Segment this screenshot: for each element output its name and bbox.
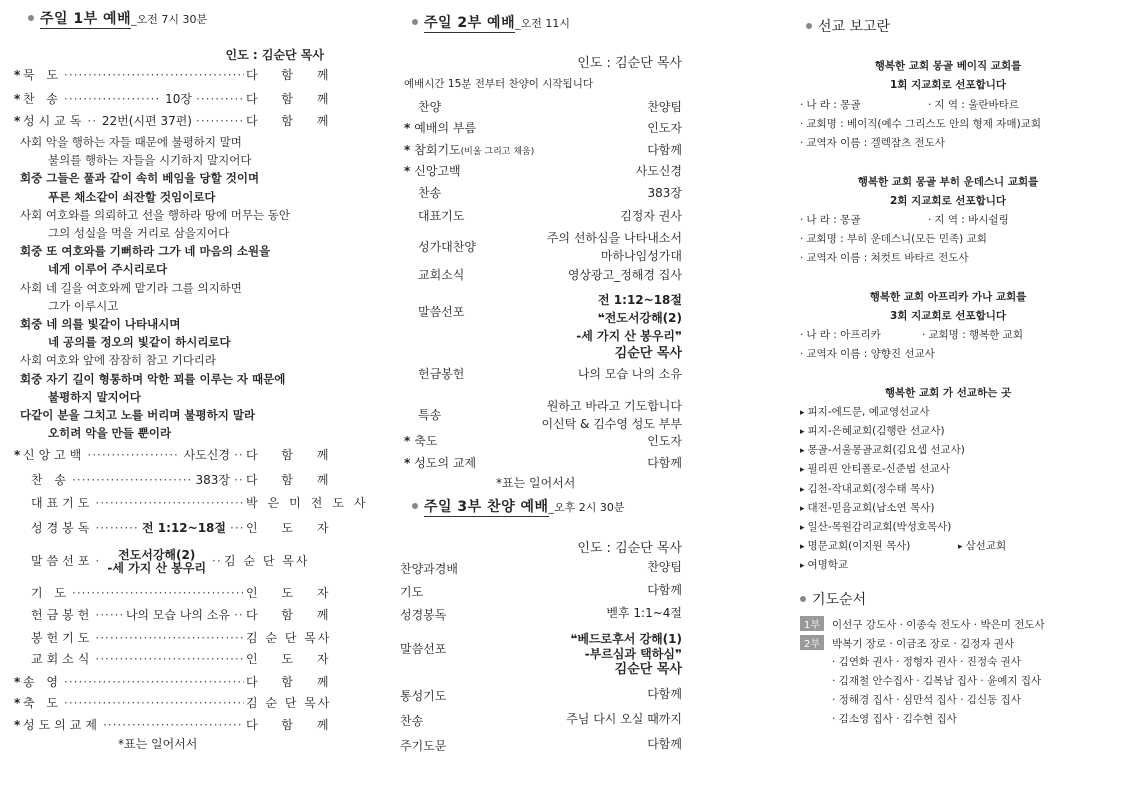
column-mission — [798, 0, 1098, 794]
mission3-church: · 교회명 : 행복한 교회 — [922, 327, 1023, 342]
order-label-text: 특송 — [418, 408, 442, 422]
responsive-line: 회중 그들은 풀과 같이 속히 베임을 당할 것이며 — [20, 171, 260, 186]
order-value: 김정자 권사 — [620, 209, 682, 223]
order-value: 인 도 자 — [246, 586, 339, 600]
order-label: 찬 송 — [31, 473, 70, 487]
supported-item: ▸ 피지-에드문, 예교영선교사 — [800, 404, 930, 419]
order-label-text: 헌금봉헌 — [418, 367, 465, 381]
order-value: 다함께 — [647, 737, 682, 751]
responsive-line: 회중 네 의를 빛같이 나타내시며 — [20, 317, 181, 331]
order-value-3: 김순단 목사 — [614, 662, 682, 677]
order-row — [14, 66, 339, 82]
dot-leader — [87, 448, 179, 462]
star-mark: * — [14, 696, 21, 710]
responsive-line: 네게 이루어 주시리로다 — [48, 262, 168, 277]
supported-item: ▸ 여명학교 — [800, 557, 848, 572]
dot-leader — [234, 448, 244, 462]
prayer-title: 기도순서 — [800, 589, 866, 609]
order-value-block — [647, 737, 682, 752]
order-label: 통성기도 — [400, 689, 447, 703]
order-row — [14, 716, 339, 732]
order-detail: 사도신경 — [183, 448, 230, 462]
prayer-line: · 김연화 권사 · 정형자 권사 · 진정숙 권사 — [832, 656, 1021, 668]
mission1-church: · 교회명 : 베이직(예수 그리스도 안의 형제 자매)교회 — [800, 116, 1041, 131]
order-value-block — [647, 141, 682, 159]
order-value: 벧후 1:1~4절 — [606, 606, 682, 620]
star-mark: * — [14, 68, 21, 82]
mission3-declare: 3회 지교회로 선포합니다 — [889, 310, 1007, 322]
order-label-text: 교회소식 — [418, 268, 465, 282]
mission2-head: 행복한 교회 몽골 부히 운데스니 교회를 — [857, 176, 1039, 188]
order-label — [404, 162, 461, 179]
order-value: 박은미전도사 — [246, 496, 376, 510]
order-value: 다 함 께 — [246, 448, 339, 462]
responsive-line: 네 공의를 정오의 빛같이 하시리로다 — [48, 335, 231, 350]
order-value-block — [578, 365, 682, 383]
order-value-2: 이신탁 & 김수영 성도 부부 — [541, 417, 682, 431]
dot-leader — [230, 521, 244, 535]
mission1-region: · 지 역 : 울란바타르 — [928, 97, 1019, 112]
mission2-church: · 교회명 : 부히 운데스니(모든 민족) 교회 — [800, 231, 987, 246]
supported-item: ▸ 피지-은혜교회(김행란 선교사) — [800, 423, 945, 438]
order-value-block — [636, 162, 682, 180]
order-label: 성도의교제 — [23, 718, 101, 732]
order-value: 찬양팀 — [647, 560, 682, 574]
order-label — [404, 141, 534, 158]
prayer-line: · 김재철 안수집사 · 김복남 집사 · 윤예지 집사 — [832, 675, 1042, 687]
mission1-head: 행복한 교회 몽골 베이직 교회를 — [874, 60, 1022, 72]
order-label-text: 대표기도 — [418, 209, 465, 223]
order-label: 대표기도 — [31, 496, 94, 510]
order-label-text: 예배의 부름 — [414, 121, 477, 135]
mission3-head: 행복한 교회 아프리카 가나 교회를 — [869, 291, 1027, 303]
order-row — [14, 629, 330, 645]
order-label: 찬양과경배 — [400, 562, 458, 576]
dot-leader — [234, 608, 244, 622]
order-label: 묵 도 — [23, 68, 62, 82]
dot-leader — [95, 631, 244, 645]
order-label: 성시교독 — [23, 114, 86, 128]
order-value: 다 함 께 — [246, 114, 339, 128]
order-value: 주님 다시 오실 때까지 — [566, 712, 682, 726]
order-value-block — [647, 583, 682, 598]
dot-leader — [64, 696, 244, 710]
order-label: 말씀선포 — [31, 554, 94, 568]
order-label-text: 축도 — [414, 434, 438, 448]
service-intro-note: 예배시간 15분 전부터 찬양이 시작됩니다 — [404, 78, 593, 90]
order-value-block — [647, 560, 682, 575]
order-row — [14, 494, 376, 510]
order-row — [14, 90, 339, 106]
mission3-country: · 나 라 : 아프리카 — [800, 327, 881, 342]
supported-item: ▸ 몽골-서울몽골교회(김요셉 선교사) — [800, 442, 965, 457]
order-label-note: (비울 그리고 채움) — [460, 147, 535, 157]
order-label: 교회소식 — [31, 652, 94, 666]
order-label-text: 말씀선포 — [418, 305, 465, 319]
supported-head: 행복한 교회 가 선교하는 곳 — [884, 387, 1012, 399]
order-value: 영상광고_정해경 집사 — [567, 268, 682, 282]
responsive-line: 오히려 악을 만들 뿐이라 — [48, 426, 172, 441]
dot-leader — [95, 521, 138, 535]
order-value-block — [620, 207, 682, 225]
standing-note-2: *표는 일어서서 — [496, 476, 576, 490]
order-label: 신앙고백 — [23, 448, 86, 462]
order-label: 봉헌기도 — [31, 631, 94, 645]
order-value: 다 함 께 — [246, 675, 339, 689]
dot-leader — [196, 114, 244, 128]
dot-leader — [64, 68, 244, 82]
mission1-country: · 나 라 : 몽골 — [800, 97, 860, 112]
star-mark: * — [14, 718, 21, 732]
supported-item: ▸ 명문교회(이지원 목사) — [800, 538, 910, 553]
third-service-leader: 인도 : 김순단 목사 — [577, 541, 682, 556]
order-value-block — [566, 712, 682, 727]
mission2-region: · 지 역 : 바시쉴링 — [928, 212, 1009, 227]
order-value: 다 함 께 — [246, 718, 339, 732]
order-label: 기 도 — [31, 586, 70, 600]
order-label-text: 신앙고백 — [414, 164, 461, 178]
bullet-icon — [800, 596, 806, 602]
dot-leader — [95, 554, 101, 568]
column-second-service — [398, 0, 688, 794]
mission2-pastor: · 교역자 이름 : 쳐컷트 바타르 전도사 — [800, 250, 969, 265]
order-label — [404, 454, 476, 471]
order-label-text: 찬송 — [418, 186, 442, 200]
tag-first: 1부 — [800, 616, 824, 631]
order-value: 인 도 자 — [246, 652, 339, 666]
responsive-line: 사회 여호와 앞에 잠잠히 참고 기다리라 — [20, 353, 217, 368]
order-detail: 22번(시편 37편) — [101, 114, 192, 128]
standing-note: *표는 일어서서 — [118, 737, 198, 751]
order-value: 다 함 께 — [246, 92, 339, 106]
order-label-text: 성가대찬양 — [418, 240, 476, 254]
responsive-line: 회중 자기 길이 형통하며 악한 꾀를 이루는 자 때문에 — [20, 371, 286, 386]
order-value: 김 순 단 목사 — [246, 631, 332, 645]
order-row — [14, 606, 339, 622]
dot-leader — [103, 718, 244, 732]
second-service-leader: 인도 : 김순단 목사 — [577, 56, 682, 71]
responsive-line: 그가 이루시고 — [48, 298, 119, 313]
order-value: 383장 — [647, 186, 682, 200]
order-label — [418, 238, 476, 255]
order-label: 찬 송 — [23, 92, 62, 106]
order-value: 전 1:12~18절 — [598, 293, 682, 307]
order-label — [418, 98, 441, 115]
prayer-first-service: 1부 이선구 강도사 · 이종숙 전도사 · 박은미 전도사 — [800, 616, 1045, 632]
order-detail: 나의 모습 나의 소유 — [125, 608, 230, 622]
bullet-icon — [806, 23, 812, 29]
order-value-block — [647, 119, 682, 137]
prayer-line: · 김소영 집사 · 김수현 집사 — [832, 713, 957, 725]
prayer-second-service: 2부 박복기 장로 · 이금조 장로 · 김정자 권사 — [800, 635, 1014, 651]
dot-leader — [95, 608, 121, 622]
star-mark: * — [14, 448, 21, 462]
order-row — [14, 446, 339, 462]
sermon-series: 전도서강해(2) — [118, 548, 196, 562]
mission1-pastor: · 교역자 이름 : 겔렉잠츠 전도사 — [800, 135, 945, 150]
order-row — [14, 471, 339, 487]
responsive-line: 그의 성실을 먹을 거리로 삼을지어다 — [48, 226, 230, 240]
order-value-block — [647, 687, 682, 702]
star-mark: * — [404, 121, 411, 135]
dot-leader — [72, 473, 192, 487]
responsive-line: 푸른 채소같이 쇠잔할 것임이로다 — [48, 189, 216, 204]
dot-leader — [212, 554, 222, 568]
order-row — [14, 673, 339, 689]
star-mark: * — [14, 92, 21, 106]
supported-item: ▸ 일산-목원감리교회(박성호목사) — [800, 519, 951, 534]
order-value-2: -부르심과 택하심❞ — [584, 647, 682, 661]
first-service-title: 주일 1부 예배 _오전 7시 30분 — [28, 8, 207, 29]
dot-leader — [64, 92, 161, 106]
order-value-block — [648, 184, 683, 202]
order-value: 주의 선하심을 나타내소서 — [546, 231, 682, 245]
dot-leader — [95, 652, 244, 666]
order-value-block — [576, 291, 682, 363]
order-row — [14, 650, 339, 666]
dot-leader — [87, 114, 98, 128]
mission2-declare: 2회 지교회로 선포합니다 — [889, 195, 1007, 207]
order-label-text: 참회기도 — [414, 143, 461, 157]
responsive-line: 불의를 행하는 자들을 시기하지 말지어다 — [48, 153, 252, 168]
order-label: 성경봉독 — [31, 521, 94, 535]
order-label: 말씀선포 — [400, 642, 447, 656]
responsive-line: 다같이 분을 그치고 노를 버리며 불평하지 말라 — [20, 408, 256, 422]
supported-item: ▸ 필리핀 안티폴로-신준범 선교사 — [800, 461, 950, 476]
first-service-leader: 인도 : 김순단 목사 — [225, 48, 324, 62]
responsive-line: 회중 또 여호와를 기뻐하라 그가 네 마음의 소원을 — [20, 244, 271, 259]
responsive-line: 불평하지 말지어다 — [48, 389, 141, 404]
order-label: 송 영 — [23, 675, 62, 689]
order-value-2: ❝전도서강해(2) — [597, 311, 682, 325]
dot-leader — [95, 496, 244, 510]
order-value: 다함께 — [647, 583, 682, 597]
order-value-2: 마하나임성가대 — [600, 249, 682, 263]
mission1-declare: 1회 지교회로 선포합니다 — [889, 79, 1007, 91]
order-value-block — [547, 229, 682, 265]
order-value-4: 김순단 목사 — [614, 346, 682, 361]
order-value: 다함께 — [647, 456, 682, 470]
order-value-block — [647, 454, 682, 472]
sermon-title-block — [107, 549, 206, 575]
order-label: 헌금봉헌 — [31, 608, 94, 622]
order-value: 다 함 께 — [246, 473, 339, 487]
order-detail: 383장 — [195, 473, 230, 487]
order-label: 기도 — [400, 585, 424, 599]
order-label — [418, 406, 441, 423]
order-label-text: 찬양 — [418, 100, 442, 114]
supported-item: ▸ 대전-믿음교회(남소연 목사) — [800, 500, 934, 515]
supported-item: ▸ 김천-작내교회(정수태 목사) — [800, 481, 934, 496]
responsive-line: 사회 악을 행하는 자들 때문에 불평하지 말며 — [20, 135, 242, 149]
order-value-block — [568, 266, 682, 284]
order-label: 찬송 — [400, 714, 424, 728]
order-row — [14, 694, 330, 710]
mission3-pastor: · 교역자 이름 : 양향진 선교사 — [800, 346, 935, 361]
order-row — [14, 584, 339, 600]
order-value-block — [570, 632, 682, 677]
dot-leader — [196, 92, 244, 106]
order-label — [418, 266, 464, 283]
order-row — [14, 548, 330, 575]
star-mark: * — [404, 434, 411, 448]
order-value: 나의 모습 나의 소유 — [577, 367, 682, 381]
dot-leader — [234, 473, 244, 487]
order-value-block — [647, 98, 682, 116]
order-row — [14, 112, 339, 128]
order-label-text: 성도의 교제 — [414, 456, 477, 470]
order-label — [418, 207, 464, 224]
order-value: 다 함 께 — [246, 68, 339, 82]
dot-leader — [72, 586, 244, 600]
order-value: 인도자 — [647, 121, 682, 135]
order-label — [418, 303, 464, 320]
order-value: 원하고 바라고 기도합니다 — [546, 399, 682, 413]
star-mark: * — [404, 164, 411, 178]
third-service-title: 주일 3부 찬양 예배 _오후 2시 30분 — [412, 496, 625, 517]
prayer-line: · 정해경 집사 · 심만석 집사 · 김신동 집사 — [832, 694, 1021, 706]
order-label — [404, 119, 476, 136]
star-mark: * — [404, 456, 411, 470]
order-value: 다 함 께 — [246, 608, 339, 622]
star-mark: * — [14, 675, 21, 689]
responsive-line: 사회 여호와를 의뢰하고 선을 행하라 땅에 머무는 동안 — [20, 207, 290, 222]
order-row — [14, 519, 339, 535]
mission2-country: · 나 라 : 몽골 — [800, 212, 860, 227]
star-mark: * — [14, 114, 21, 128]
order-value-3: -세 가지 산 봉우리❞ — [576, 329, 682, 343]
order-value: 김 순 단 목사 — [246, 696, 332, 710]
bullet-icon — [28, 15, 34, 21]
supported-item-extra: ▸ 삼선교회 — [958, 538, 1006, 553]
order-value: 다함께 — [647, 687, 682, 701]
tag-second: 2부 — [800, 635, 824, 650]
bullet-icon — [412, 503, 418, 509]
order-value: 인도자 — [647, 434, 682, 448]
order-label — [418, 184, 441, 201]
order-value: 인 도 자 — [246, 521, 339, 535]
order-value-block — [647, 432, 682, 450]
order-value-block — [541, 397, 682, 433]
second-service-title: 주일 2부 예배 _오전 11시 — [412, 12, 570, 33]
order-value: 찬양팀 — [647, 100, 682, 114]
order-value-block — [606, 606, 682, 621]
column-first-service — [14, 0, 376, 794]
order-detail: 10장 — [165, 92, 192, 106]
order-label — [404, 432, 437, 449]
order-value: 다함께 — [647, 143, 682, 157]
mission-report-title: 선교 보고란 — [806, 16, 890, 36]
star-mark: * — [404, 143, 411, 157]
order-label — [418, 365, 464, 382]
responsive-line: 사회 네 길을 여호와께 맡기라 그를 의지하면 — [20, 280, 242, 295]
order-label: 성경봉독 — [400, 608, 447, 622]
order-detail: 전 1:12~18절 — [142, 521, 226, 535]
dot-leader — [64, 675, 244, 689]
order-value: 김 순 단 목사 — [224, 554, 310, 568]
order-label: 축 도 — [23, 696, 62, 710]
order-value: 사도신경 — [635, 164, 682, 178]
order-value: ❝베드로후서 강해(1) — [570, 632, 682, 646]
bullet-icon — [412, 19, 418, 25]
order-label: 주기도문 — [400, 739, 447, 753]
sermon-title: -세 가지 산 봉우리 — [107, 561, 207, 575]
